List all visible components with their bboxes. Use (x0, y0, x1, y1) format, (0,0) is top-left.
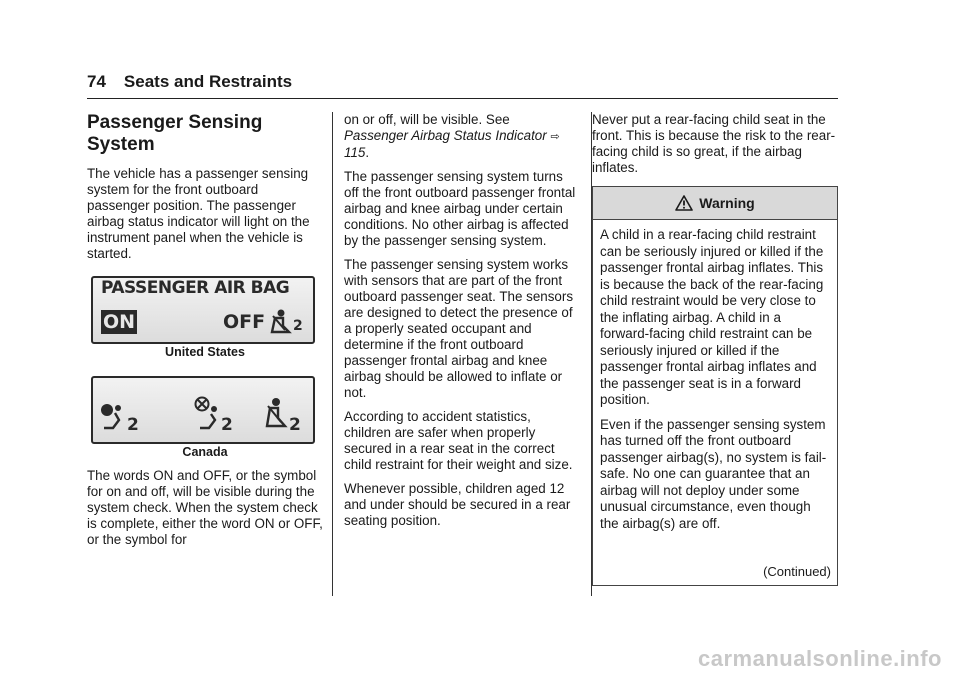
see-reference-paragraph (344, 112, 580, 161)
paragraph-turns-off: The passenger sensing system turns off the front outboard passenger frontal airbag and knee airbag under certain conditions. No other airbag is affected by the passenger sensing system. (344, 169, 576, 248)
chapter-title: Seats and Restraints (123, 72, 293, 91)
paragraph-sensors: The passenger sensing system works with sensors that are part of the front outboard passenger seat. The sensors are designed to detect the presence of a properly seated occupant and determine if the front outboard passenger frontal airbag and knee airbag should be allowed to inflate or not. (344, 257, 574, 400)
warning-paragraph-1: A child in a rear-facing child restraint can be seriously injured or killed if the passenger frontal airbag inflates. This is because the back of the rear-facing child restraint would be very close to the inflating airbag. A child in a forward-facing child restraint can be seriously injured or killed if the passenger frontal airbag inflates and the passenger seat is in a forward position. (600, 227, 824, 407)
icon-number: 2 (289, 415, 301, 435)
icon-number: 2 (127, 415, 139, 435)
airbag-off-symbol-icon (193, 394, 239, 436)
on-indicator: ON (103, 311, 136, 333)
system-check-paragraph: The words ON and OFF, or the symbol for on and off, will be visible during the system check. When the system check is complete, either the word ON or OFF, or the symbol for (87, 468, 323, 547)
warning-triangle-icon (675, 195, 693, 211)
warning-body (593, 220, 837, 532)
see-text: on or off, will be visible. See (344, 112, 510, 127)
icon-number: 2 (293, 318, 303, 334)
caption-united-states: United States (165, 345, 245, 359)
airbag-on-symbol-icon (99, 400, 145, 436)
column-2 (344, 112, 580, 537)
column-divider (332, 112, 333, 596)
warning-title: Warning (699, 195, 755, 211)
continued-label: (Continued) (763, 564, 831, 579)
off-indicator: OFF (223, 311, 266, 333)
paragraph-never-front: Never put a rear-facing child seat in the front. This is because the risk to the rear-facing child is so great, if the airbag inflates. (592, 112, 836, 175)
icon-number: 2 (221, 415, 233, 435)
airbag-off-person-icon (269, 308, 309, 336)
section-title-line-1: Passenger Sensing (87, 112, 263, 133)
column-1 (87, 112, 323, 556)
warning-box (592, 186, 838, 586)
page-header (87, 72, 292, 92)
paragraph-statistics: According to accident statistics, children are safer when properly secured in a rear seat in the correct child restraint for their weight and size. (344, 409, 573, 472)
section-title-line-2: System (87, 134, 155, 155)
page-arrow-icon: ⇨ (550, 131, 560, 143)
intro-paragraph: The vehicle has a passenger sensing system for the front outboard passenger position. The passenger airbag status indicator will light on the instrument panel when the vehicle is started. (87, 166, 310, 261)
header-rule (87, 98, 838, 99)
canada-indicator-panel (91, 376, 315, 444)
us-indicator-panel (91, 276, 315, 344)
paragraph-rear-seating: Whenever possible, children aged 12 and under should be secured in a rear seating position. (344, 481, 571, 528)
passenger-seatbelt-icon (263, 396, 309, 436)
passenger-air-bag-label: PASSENGER AIR BAG (101, 278, 290, 298)
page-number: 74 (87, 72, 106, 91)
watermark: carmanualsonline.info (698, 646, 942, 671)
column-3 (592, 112, 838, 586)
cross-reference-page[interactable]: 115 (344, 145, 366, 160)
warning-paragraph-2: Even if the passenger sensing system has turned off the front outboard passenger airbag(s), no system is fail-safe. No one can guarantee that an airbag will not deploy under some unusual circumstance, even though the airbag(s) are off. (600, 416, 827, 531)
caption-canada: Canada (182, 445, 228, 459)
cross-reference-link[interactable]: Passenger Airbag Status Indicator (344, 128, 547, 143)
warning-header (593, 187, 837, 220)
section-title (87, 112, 323, 156)
period: . (365, 145, 370, 160)
